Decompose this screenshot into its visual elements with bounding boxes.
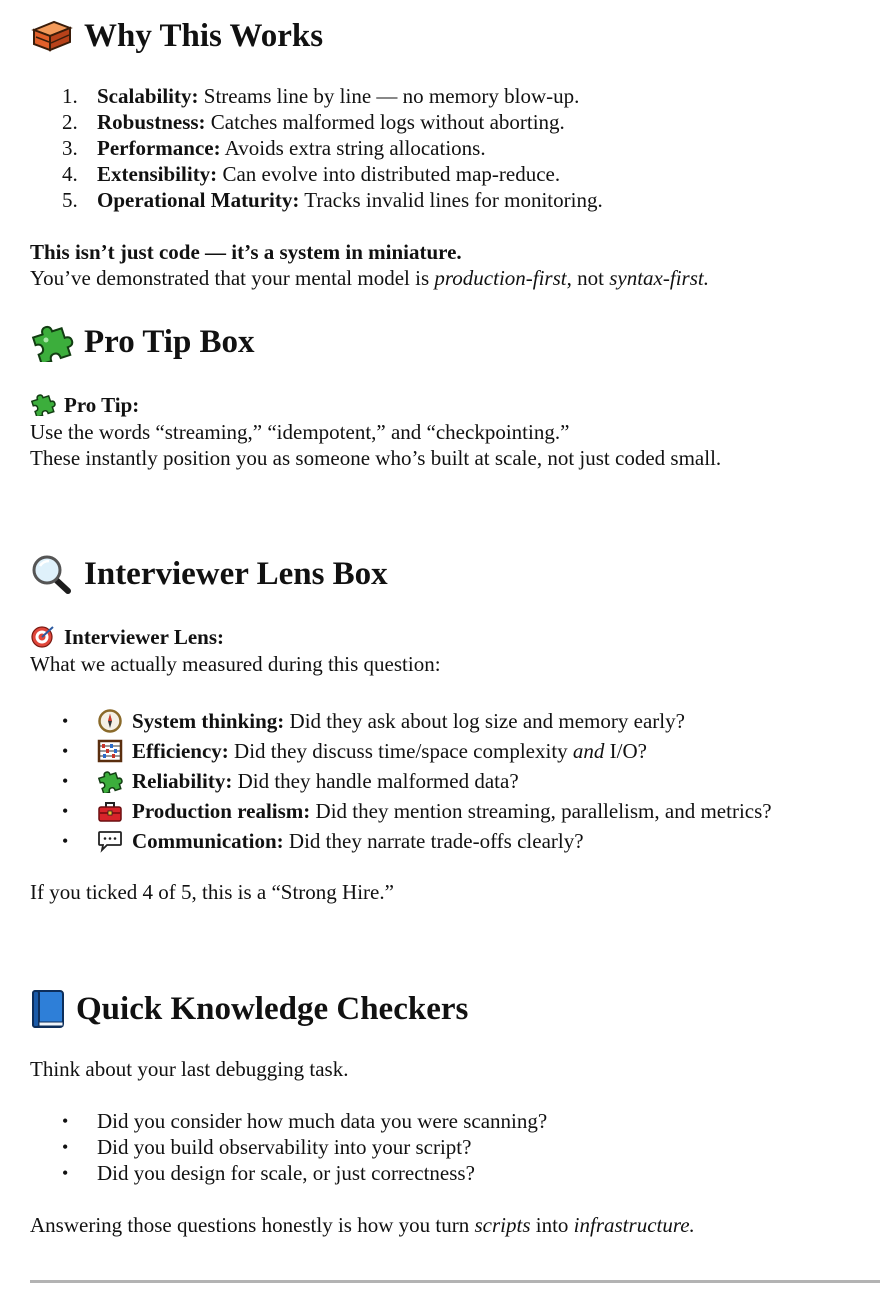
- bullet: •: [62, 740, 69, 761]
- puzzle-piece-icon: [97, 769, 123, 793]
- list-item: [62, 1108, 547, 1134]
- summary-bold-text: This isn’t just code — it’s a system in miniature.: [30, 240, 462, 264]
- list-item: [62, 161, 603, 187]
- speech-bubble-icon: [97, 829, 123, 853]
- section-title-why-this-works: [30, 16, 323, 56]
- list-item: [62, 736, 772, 766]
- puzzle-piece-icon: [30, 322, 74, 362]
- pro-tip-line-1: Use the words “streaming,” “idempotent,” and “checkpointing.”: [30, 420, 570, 444]
- section-title-text: Pro Tip Box: [84, 324, 255, 360]
- item-text: Did you design for scale, or just correctness?: [97, 1160, 475, 1185]
- bullet: •: [62, 770, 69, 791]
- bullet: •: [62, 1110, 69, 1131]
- item-term: Production realism:: [132, 798, 311, 823]
- summary-line: [30, 265, 709, 291]
- why-list: [62, 83, 603, 213]
- item-text: Tracks invalid lines for monitoring.: [299, 188, 603, 212]
- closing-text: Answering those questions honestly is how you turn: [30, 1213, 475, 1237]
- toolbox-icon: [97, 799, 123, 823]
- item-term: System thinking:: [132, 708, 285, 733]
- item-number: 1.: [62, 84, 78, 108]
- interviewer-lens-intro: What we actually measured during this question:: [30, 652, 441, 676]
- item-text: Streams line by line — no memory blow-up.: [198, 84, 580, 108]
- list-item: [62, 706, 772, 736]
- interviewer-lens-label-text: Interviewer Lens:: [64, 625, 224, 649]
- item-text: Avoids extra string allocations.: [220, 136, 486, 160]
- item-emphasis: and: [572, 738, 605, 763]
- closing-line: [30, 1212, 695, 1238]
- interviewer-lens-footer: If you ticked 4 of 5, this is a “Strong Hire.”: [30, 880, 394, 904]
- bullet: •: [62, 1162, 69, 1183]
- item-text: Did they discuss time/space complexity: [228, 738, 573, 763]
- checkers-intro: Think about your last debugging task.: [30, 1057, 349, 1081]
- section-title-pro-tip: [30, 322, 255, 362]
- item-text: I/O?: [604, 738, 647, 763]
- item-term: Scalability:: [97, 84, 199, 108]
- summary-text: You’ve demonstrated that your mental model is: [30, 266, 435, 290]
- summary-emphasis: syntax-first.: [609, 266, 709, 290]
- pro-tip-line-2: These instantly position you as someone who’s built at scale, not just coded small.: [30, 446, 722, 470]
- section-title-text: Quick Knowledge Checkers: [76, 991, 469, 1027]
- item-term: Efficiency:: [132, 738, 229, 763]
- bullet: •: [62, 800, 69, 821]
- item-term: Operational Maturity:: [97, 188, 300, 212]
- blue-book-icon: [30, 989, 66, 1029]
- lens-list: [62, 706, 772, 856]
- closing-emphasis: infrastructure.: [573, 1213, 695, 1237]
- interviewer-lens-label: [30, 624, 224, 650]
- list-item: [62, 109, 603, 135]
- item-text: Catches malformed logs without aborting.: [205, 110, 565, 134]
- item-term: Robustness:: [97, 110, 206, 134]
- item-text: Can evolve into distributed map-reduce.: [217, 162, 561, 186]
- list-item: [62, 826, 772, 856]
- list-item: [62, 135, 603, 161]
- item-number: 2.: [62, 110, 78, 134]
- bullet: •: [62, 710, 69, 731]
- checkers-list: [62, 1108, 547, 1186]
- item-number: 3.: [62, 136, 78, 160]
- item-number: 4.: [62, 162, 78, 186]
- bullet: •: [62, 830, 69, 851]
- section-title-text: Why This Works: [84, 18, 324, 54]
- list-item: [62, 83, 603, 109]
- list-item: [62, 1160, 547, 1186]
- compass-icon: [97, 709, 123, 733]
- pro-tip-label: [30, 392, 139, 418]
- summary-bold: [30, 239, 462, 265]
- closing-emphasis: scripts: [474, 1213, 531, 1237]
- item-text: Did you build observability into your script?: [97, 1134, 472, 1159]
- puzzle-piece-icon: [30, 392, 56, 416]
- horizontal-rule: [30, 1280, 880, 1283]
- item-text: Did they narrate trade-offs clearly?: [283, 828, 584, 853]
- section-title-text: Interviewer Lens Box: [84, 556, 388, 592]
- bullet: •: [62, 1136, 69, 1157]
- item-text: Did you consider how much data you were scanning?: [97, 1108, 548, 1133]
- item-number: 5.: [62, 188, 78, 212]
- summary-text: , not: [566, 266, 610, 290]
- section-title-interviewer-lens: [30, 554, 388, 594]
- list-item: [62, 1134, 547, 1160]
- item-term: Performance:: [97, 136, 221, 160]
- brick-icon: [30, 16, 74, 56]
- summary-emphasis: production-first: [434, 266, 567, 290]
- closing-text: into: [530, 1213, 574, 1237]
- section-title-quick-knowledge-checkers: [30, 989, 468, 1029]
- item-term: Communication:: [132, 828, 284, 853]
- target-icon: [30, 624, 56, 648]
- item-term: Extensibility:: [97, 162, 218, 186]
- pro-tip-label-text: Pro Tip:: [64, 393, 140, 417]
- item-term: Reliability:: [132, 768, 233, 793]
- list-item: [62, 796, 772, 826]
- item-text: Did they mention streaming, parallelism, and metrics?: [310, 798, 772, 823]
- list-item: [62, 766, 772, 796]
- list-item: [62, 187, 603, 213]
- abacus-icon: [97, 739, 123, 763]
- item-text: Did they ask about log size and memory early?: [284, 708, 685, 733]
- item-text: Did they handle malformed data?: [232, 768, 519, 793]
- magnifying-glass-icon: [30, 554, 74, 594]
